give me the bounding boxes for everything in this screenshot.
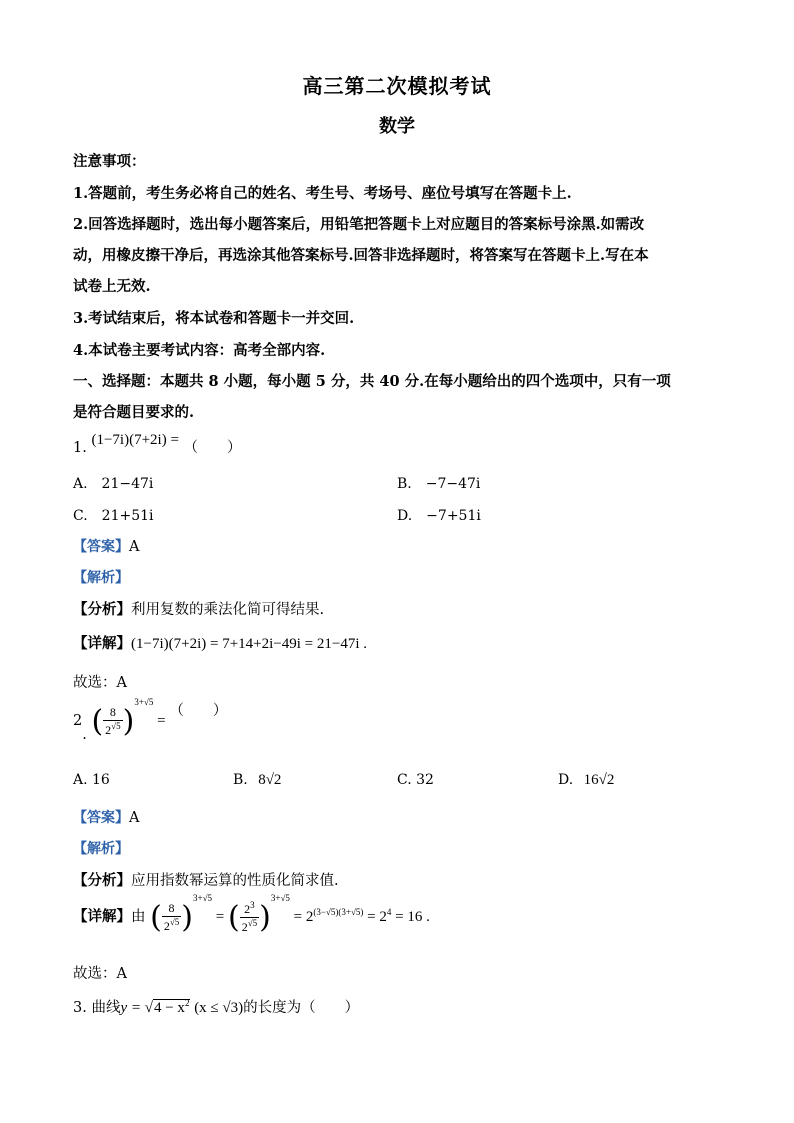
fraction (240, 900, 259, 935)
answer-blank: （ ） (183, 440, 242, 456)
detail-expression: (1−7i)(7+2i) = 7+14+2i−49i = 21−47i . (131, 636, 367, 652)
denominator-exponent: √5 (111, 720, 121, 731)
question-expression: $y = √4 - x^2$ (x ≤ √3) (120, 998, 244, 1016)
choose-prefix: 故选： (73, 675, 117, 691)
analysis-label: 【解析】 (73, 570, 129, 586)
left-paren: ( (91, 704, 104, 739)
detail-expression (150, 892, 430, 935)
fenxi-text: 应用指数幂运算的性质化简求值. (131, 873, 339, 889)
notice-item-1: 1.答题前，考生务必将自己的姓名、考生号、考场号、座位号填写在答题卡上. (73, 185, 572, 202)
question-3 (73, 996, 359, 1017)
result-exponent: (3−√5)(3+√5) (313, 906, 364, 917)
option-a: A. 21−47i (73, 476, 154, 492)
answer-value: A (129, 539, 140, 555)
expr-y: y = (120, 1000, 141, 1016)
fraction-denominator (103, 721, 122, 738)
q1-answer (73, 536, 139, 556)
fraction-denominator (162, 917, 181, 934)
q2-analysis (73, 838, 129, 858)
equals-sign: = (157, 712, 166, 729)
question-number-dot: . (82, 726, 87, 743)
question-number: 1. (73, 440, 87, 456)
numerator-base: 2 (244, 902, 251, 917)
left-paren: ( (150, 900, 162, 935)
right-paren: ) (259, 900, 271, 935)
q2-choose (73, 962, 127, 983)
fraction (103, 706, 122, 738)
detail-by: 由 (131, 908, 146, 925)
answer-blank: （ ） (169, 702, 228, 719)
denominator-base: 2 (105, 722, 112, 737)
q1-choose (73, 671, 127, 692)
fenxi-label: 【分析】 (73, 872, 131, 889)
denominator-exponent: √5 (169, 916, 180, 927)
fraction-denominator (240, 918, 259, 935)
detail-label: 【详解】 (73, 907, 131, 925)
notice-heading: 注意事项： (73, 153, 146, 170)
fenxi-label: 【分析】 (73, 601, 131, 618)
notice-item-2-line-2: 动，用橡皮擦干净后，再选涂其他答案标号.回答非选择题时，将答案写在答题卡上.写在本 (73, 247, 649, 264)
denominator-exponent: √5 (247, 918, 258, 928)
question-prefix: 曲线 (91, 1000, 121, 1016)
q1-detail (73, 632, 367, 653)
answer-label: 【答案】 (73, 810, 129, 826)
choose-value: A (116, 966, 127, 982)
radicand-text: 4 − x (153, 1000, 185, 1016)
option-b: B. −7−47i (397, 476, 481, 492)
equals-sign: = (293, 908, 303, 925)
option-d: D. −7+51i (397, 508, 481, 524)
question-expression: (1−7i)(7+2i) = (91, 432, 179, 448)
denominator-base: 2 (163, 918, 170, 933)
option-c: C. 21+51i (73, 508, 154, 524)
section-1-line-2: 是符合题目要求的. (73, 404, 195, 421)
left-paren: ( (227, 900, 240, 935)
choose-prefix: 故选： (73, 966, 117, 982)
option-value: 16√2 (583, 772, 615, 788)
notice-item-2-line-1: 2.回答选择题时，选出每小题答案后，用铅笔把答题卡上对应题目的答案标号涂黑.如需改 (73, 216, 645, 233)
answer-value: A (129, 810, 140, 826)
option-letter: B. (233, 772, 248, 788)
question-suffix: 的长度为（ ） (243, 1000, 360, 1016)
equals-sign: = (215, 908, 225, 925)
fraction (162, 902, 181, 934)
radicand (153, 999, 190, 1016)
exam-subject: 数学 (379, 116, 415, 137)
numerator-exponent: 3 (250, 900, 255, 911)
choose-value: A (116, 675, 127, 691)
notice-item-4: 4.本试卷主要考试内容：高考全部内容. (73, 342, 326, 359)
exam-title: 高三第二次模拟考试 (302, 74, 492, 98)
answer-label: 【答案】 (73, 539, 129, 555)
fenxi-text: 利用复数的乘法化简可得结果. (131, 602, 325, 618)
notice-item-2-line-3: 试卷上无效. (73, 278, 151, 295)
detail-label: 【详解】 (73, 635, 131, 652)
result-exponent-2: 4 (386, 906, 392, 917)
option-a: A. 16 (73, 772, 110, 788)
q1-analysis (73, 567, 129, 587)
option-value: 8√2 (258, 772, 282, 788)
radicand-exponent: 2 (184, 998, 190, 1008)
notice-item-3: 3.考试结束后，将本试卷和答题卡一并交回. (73, 310, 355, 327)
section-1-line-1: 一、选择题：本题共 8 小题，每小题 5 分，共 40 分.在每小题给出的四个选项中，只有一项 (73, 373, 671, 390)
option-b (233, 772, 281, 789)
q2-answer (73, 807, 139, 827)
q2-fenxi (73, 869, 339, 890)
power-exponent: 3+√5 (270, 892, 290, 903)
fraction-numerator: 8 (103, 706, 122, 721)
denominator-base: 2 (241, 920, 248, 934)
right-paren: ) (122, 704, 135, 739)
option-letter: D. (558, 772, 574, 788)
option-d (558, 772, 614, 789)
power-exponent: 3+√5 (134, 696, 154, 707)
question-1 (73, 432, 242, 457)
result-value: = 16 . (395, 908, 430, 925)
result-equals: = 2 (367, 908, 387, 925)
question-expression (91, 696, 169, 739)
q1-fenxi (73, 598, 324, 619)
analysis-label: 【解析】 (73, 841, 129, 857)
fraction-numerator: 8 (162, 902, 181, 917)
question-number: 2 (73, 712, 83, 729)
question-number: 3. (73, 1000, 87, 1016)
fraction-numerator (240, 900, 259, 918)
right-paren: ) (181, 900, 193, 935)
power-exponent: 3+√5 (193, 892, 213, 903)
result-base: 2 (305, 908, 314, 925)
option-c: C. 32 (397, 772, 434, 788)
domain-condition: (x ≤ √3) (194, 1000, 244, 1016)
question-2 (73, 696, 228, 743)
q2-detail (73, 892, 430, 935)
